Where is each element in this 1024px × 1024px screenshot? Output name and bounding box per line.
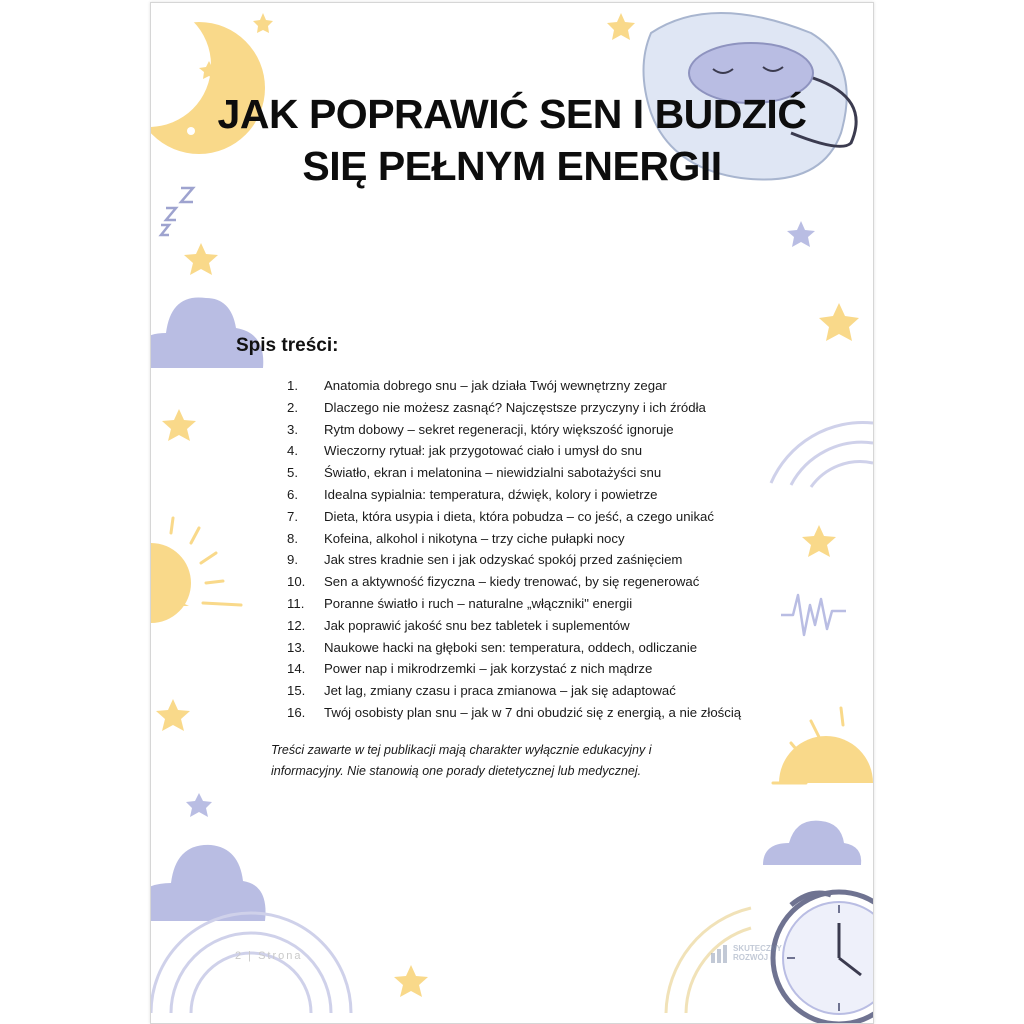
page-number: 2 | Strona	[235, 950, 303, 962]
toc-item-number: 10.	[287, 574, 306, 590]
title-line-1: JAK POPRAWIĆ SEN I BUDZIĆ	[217, 91, 807, 137]
toc-item-text: Dieta, która usypia i dieta, która pobudza – co jeść, a czego unikać	[324, 508, 714, 524]
toc-item-text: Kofeina, alkohol i nikotyna – trzy ciche pułapki nocy	[324, 530, 625, 546]
toc-item-text: Sen a aktywność fizyczna – kiedy trenować, by się regenerować	[324, 574, 700, 590]
toc-item-text: Jak stres kradnie sen i jak odzyskać spokój przed zaśnięciem	[324, 552, 683, 568]
toc-item-number: 5.	[287, 465, 298, 481]
toc-item-text: Jak poprawić jakość snu bez tabletek i suplementów	[324, 617, 630, 633]
toc-item-number: 7.	[287, 508, 298, 524]
toc-item-number: 9.	[287, 552, 298, 568]
page-title	[181, 88, 843, 192]
toc-item	[287, 440, 741, 462]
toc-item-number: 2.	[287, 399, 298, 415]
toc-item-text: Twój osobisty plan snu – jak w 7 dni obudzić się z energią, a nie złością	[324, 704, 742, 720]
alarm-clock-icon	[773, 892, 873, 1023]
toc-item-text: Poranne światło i ruch – naturalne „włączniki" energii	[324, 595, 633, 611]
toc-item	[287, 549, 741, 571]
toc-item	[287, 506, 741, 528]
logo-line-2: ROZWÓJ	[733, 953, 769, 962]
toc-heading: Spis treści:	[236, 335, 339, 356]
heartbeat-icon	[781, 595, 846, 635]
toc-item	[287, 484, 741, 506]
toc-item-text: Rytm dobowy – sekret regeneracji, który większość ignoruje	[324, 421, 674, 437]
logo-line-1: SKUTECZNY	[733, 944, 782, 953]
document-page	[150, 2, 874, 1024]
toc-item	[287, 637, 741, 659]
toc-item	[287, 571, 741, 593]
toc-item	[287, 680, 741, 702]
toc-item-number: 15.	[287, 683, 306, 699]
toc-item-number: 4.	[287, 443, 298, 459]
toc-item	[287, 375, 741, 397]
toc-item-number: 11.	[287, 595, 305, 611]
toc-item-text: Światło, ekran i melatonina – niewidzialni sabotażyści snu	[324, 465, 662, 481]
toc-item-number: 13.	[287, 639, 306, 655]
toc-item-text: Idealna sypialnia: temperatura, dźwięk, kolory i powietrze	[324, 486, 658, 502]
toc-item-number: 8.	[287, 530, 298, 546]
toc-item	[287, 462, 741, 484]
zzz-icon	[161, 188, 193, 235]
toc-item-number: 14.	[287, 661, 306, 677]
toc-item-number: 1.	[287, 378, 298, 393]
toc-item-text: Anatomia dobrego snu – jak działa Twój wewnętrzny zegar	[324, 378, 667, 393]
toc-item	[287, 397, 741, 419]
toc-item-text: Dlaczego nie możesz zasnąć? Najczęstsze przyczyny i ich źródła	[324, 399, 706, 415]
toc-item-text: Naukowe hacki na głęboki sen: temperatura, oddech, odliczanie	[324, 639, 698, 655]
toc-item	[287, 615, 741, 637]
toc-item-number: 3.	[287, 421, 298, 437]
title-line-2: SIĘ PEŁNYM ENERGII	[302, 143, 722, 189]
toc-item-text: Power nap i mikrodrzemki – jak korzystać z nich mądrze	[324, 661, 653, 677]
logo-chart-icon	[709, 941, 733, 965]
toc-item	[287, 528, 741, 550]
disclaimer-text: Treści zawarte w tej publikacji mają charakter wyłącznie edukacyjny i informacyjny. Nie stanowią one porady dietetycznej lub medycznej.	[271, 743, 652, 778]
toc-item	[287, 702, 741, 724]
toc-item	[287, 419, 741, 441]
toc-item-number: 12.	[287, 617, 306, 633]
brand-logo	[709, 941, 782, 965]
toc-item-number: 16.	[287, 704, 306, 720]
toc-item	[287, 658, 741, 680]
table-of-contents	[287, 375, 741, 724]
toc-item-text: Jet lag, zmiany czasu i praca zmianowa – jak się adaptować	[324, 683, 676, 699]
toc-item-text: Wieczorny rytuał: jak przygotować ciało i umysł do snu	[324, 443, 643, 459]
toc-item	[287, 593, 741, 615]
toc-item-number: 6.	[287, 486, 298, 502]
